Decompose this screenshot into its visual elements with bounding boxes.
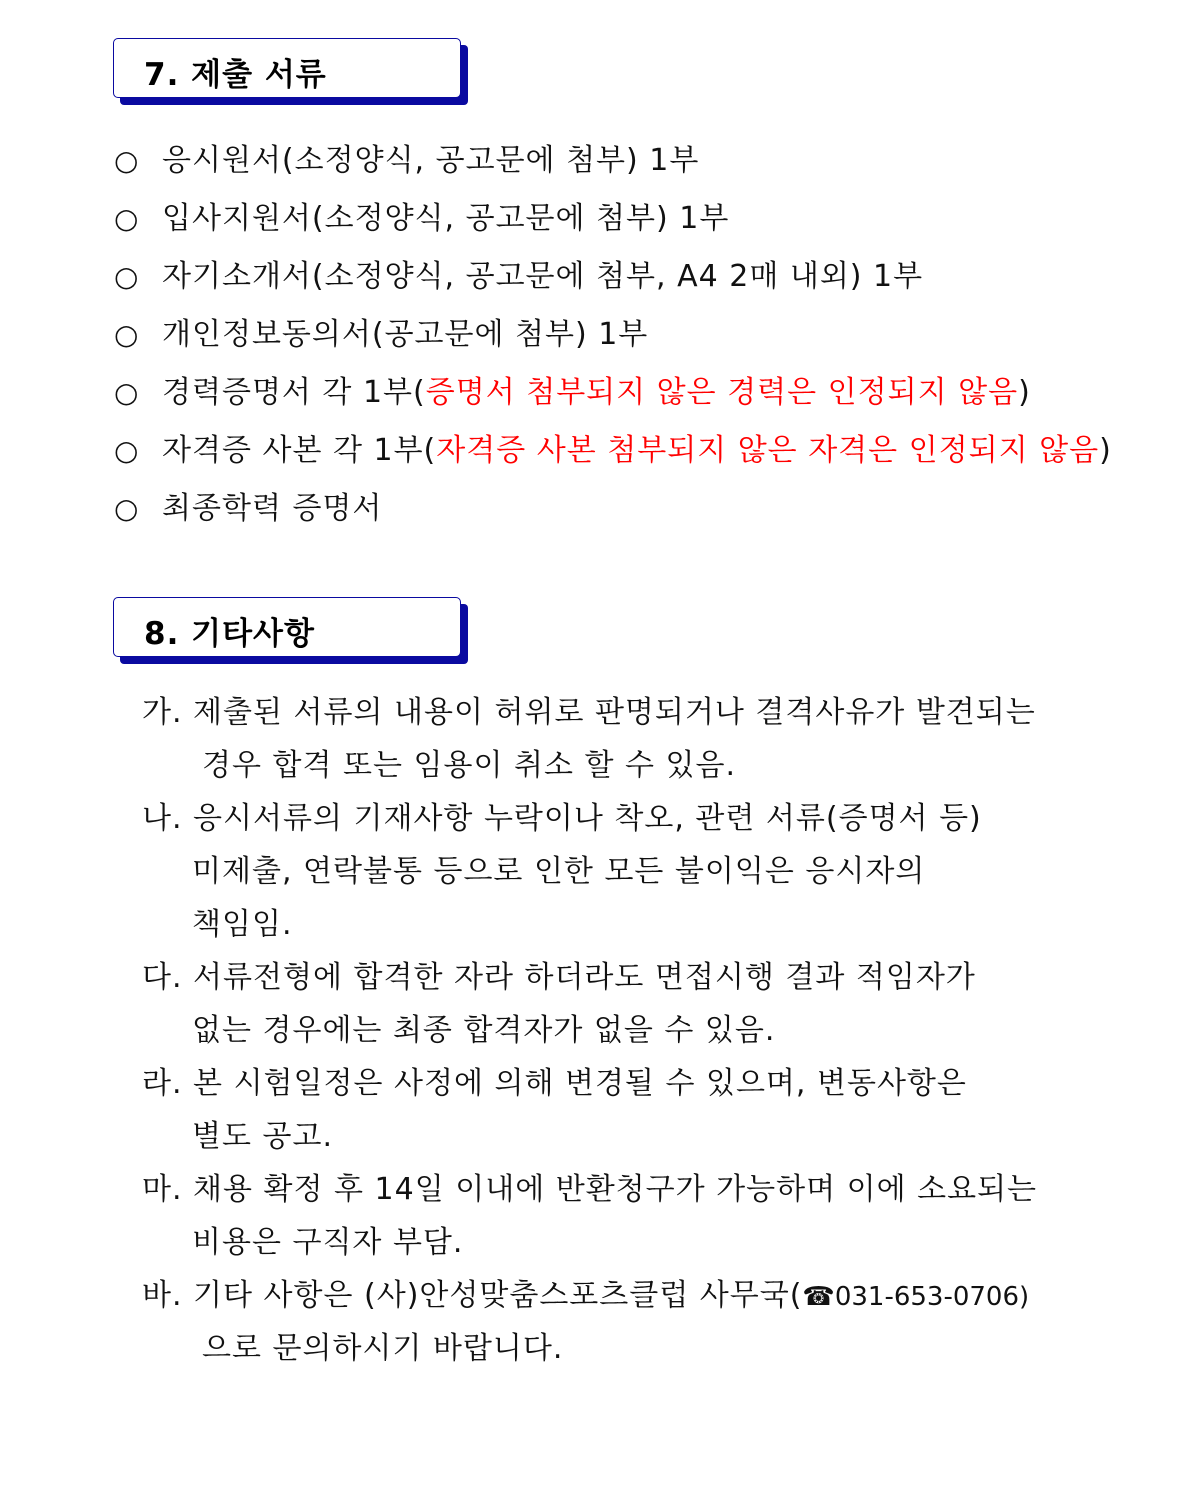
list-item	[114, 306, 1112, 364]
header-box	[113, 597, 461, 657]
note-line: 라. 본 시험일정은 사정에 의해 변경될 수 있으며, 변동사항은	[142, 1066, 967, 1101]
warning-text: 자격증 사본 첨부되지 않은 자격은 인정되지 않음	[436, 433, 1100, 468]
warning-text: 증명서 첨부되지 않은 경력은 인정되지 않음	[425, 375, 1019, 410]
note-line: 가. 제출된 서류의 내용이 허위로 판명되거나 결격사유가 발견되는	[142, 695, 1036, 730]
other-notes	[142, 686, 1072, 1375]
circle-bullet-icon: ○	[114, 376, 140, 409]
note-item	[142, 686, 1072, 792]
note-line: 경우 합격 또는 임용이 취소 할 수 있음.	[202, 748, 736, 783]
phone-icon: ☎	[802, 1282, 835, 1312]
note-line	[142, 1269, 1072, 1322]
circle-bullet-icon: ○	[114, 202, 140, 235]
closing-paren: )	[1099, 433, 1112, 468]
note-line: 책임임.	[192, 907, 293, 942]
header-box	[113, 38, 461, 98]
note-line: 미제출, 연락불통 등으로 인한 모든 불이익은 응시자의	[192, 854, 926, 889]
note-item	[142, 1057, 1072, 1163]
list-item-text: 개인정보동의서(공고문에 첨부) 1부	[162, 317, 649, 352]
circle-bullet-icon: ○	[114, 492, 140, 525]
note-line: 비용은 구직자 부담.	[192, 1225, 464, 1260]
note-line: 마. 채용 확정 후 14일 이내에 반환청구가 가능하며 이에 소요되는	[142, 1172, 1038, 1207]
circle-bullet-icon: ○	[114, 260, 140, 293]
list-item-text: 입사지원서(소정양식, 공고문에 첨부) 1부	[162, 201, 730, 236]
section-8-title: 8. 기타사항	[144, 616, 315, 652]
submission-documents-list	[114, 132, 1112, 538]
list-item	[114, 248, 1112, 306]
note-line: 나. 응시서류의 기재사항 누락이나 착오, 관련 서류(증명서 등)	[142, 801, 982, 836]
list-item	[114, 422, 1112, 480]
list-item-text: 자격증 사본 각 1부(	[162, 433, 437, 468]
circle-bullet-icon: ○	[114, 434, 140, 467]
note-item	[142, 792, 1072, 951]
note-line: 으로 문의하시기 바랍니다.	[202, 1331, 564, 1366]
circle-bullet-icon: ○	[114, 318, 140, 351]
section-7-header	[113, 38, 461, 98]
note-item	[142, 951, 1072, 1057]
note-line-text: 바. 기타 사항은 (사)안성맞춤스포츠클럽 사무국(	[142, 1278, 803, 1313]
list-item	[114, 132, 1112, 190]
section-8-header	[113, 597, 461, 657]
phone-number: 031-653-0706)	[834, 1282, 1030, 1312]
list-item-text: 경력증명서 각 1부(	[162, 375, 426, 410]
list-item-text: 최종학력 증명서	[162, 491, 383, 526]
list-item	[114, 190, 1112, 248]
list-item-text: 응시원서(소정양식, 공고문에 첨부) 1부	[162, 143, 700, 178]
list-item-text: 자기소개서(소정양식, 공고문에 첨부, A4 2매 내외) 1부	[162, 259, 924, 294]
note-item	[142, 1163, 1072, 1269]
closing-paren: )	[1018, 375, 1031, 410]
note-line: 다. 서류전형에 합격한 자라 하더라도 면접시행 결과 적임자가	[142, 960, 976, 995]
list-item	[114, 364, 1112, 422]
circle-bullet-icon: ○	[114, 144, 140, 177]
list-item	[114, 480, 1112, 538]
section-7-title: 7. 제출 서류	[144, 57, 327, 93]
note-item	[142, 1269, 1072, 1375]
note-line: 없는 경우에는 최종 합격자가 없을 수 있음.	[192, 1013, 776, 1048]
note-line: 별도 공고.	[192, 1119, 333, 1154]
